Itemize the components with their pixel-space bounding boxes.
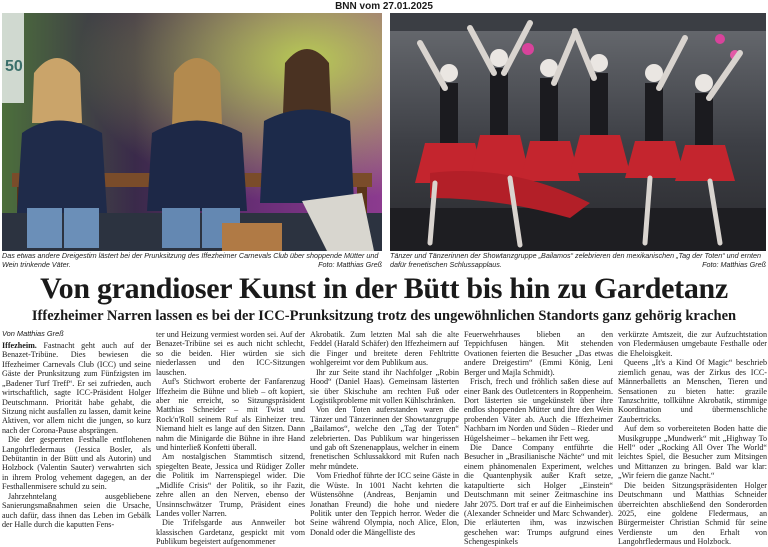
- paragraph: Frisch, frech und fröhlich saßen diese auf einer Bank des Outletcenters in Roppenheim. Dort lästerten sie ungekünstelt über ihre endlos shoppenden Mütter und ihre den Wein probenden Väter ab. Auch die Iffezheimer Nachbarn im Norden und Süden – Rieder und Hügelsheimer – bekamen ihr Fett weg.: [464, 377, 613, 443]
- logo-50: 50: [5, 58, 23, 75]
- article-column-4: [464, 330, 613, 547]
- paragraph: Die der gesperrten Festhalle entflohenen Langohrfledermaus (Jessica Bosler, als Debütantin in der Bütt und als Autorin) und Holzbock (Valentin Sauter) verwahrten sich in ihrem Prolog vehement dagegen, an der Festhallenmisere schuld zu sein.: [2, 435, 151, 492]
- paragraph: Auf's Stichwort eroberte der Fanfarenzug Iffezheim die Bühne und blieb – oft kopiert, aber nie erreicht, so Sitzungspräsident Matthias Schneider – mit Twist und Rock'n'Roll seinem Ruf als Einheizer treu. Niemand hielt es lange auf den Sitzen. Dann nahm die Minigarde die Bühne in ihre Hand und hinterließ Konfetti überall.: [156, 377, 305, 453]
- paragraph: [2, 341, 151, 435]
- article-column-1: [2, 341, 151, 541]
- dateline: Iffezheim.: [2, 341, 37, 350]
- article-column-3: [310, 330, 459, 541]
- article-column-5: [618, 330, 767, 547]
- article-byline: Von Matthias Greß: [2, 329, 64, 338]
- photo-right-caption: [390, 252, 766, 270]
- paragraph: Queens „It's a Kind Of Magic“ beschrieb ziemlich genau, was der Zirkus des ICC-Männerballetts an Menschen, Tieren und Sensationen zu bieten hatte: grazile Tanzschritte, tollkühne Akrobatik, stimmige Koordination und übermenschliche Zaubertricks.: [618, 358, 767, 424]
- photo-left-caption: [2, 252, 382, 270]
- paragraph: Von den Toten auferstanden waren die Tänzer und Tänzerinnen der Showtanzgruppe „Bailamos“, welche den „Tag der Toten“ zelebrierten. Das Publikum war hingerissen und gab oft Szenenapplaus, welcher in einem frenetischen Schlussakkord mit Rufen nach mehr mündete.: [310, 405, 459, 471]
- article-subheadline: Iffezheimer Narren lassen es bei der ICC-Prunksitzung trotz des ungewöhnlichen Standorts ganz gehörig krachen: [31, 308, 737, 324]
- paragraph: Am nostalgischen Stammtisch sitzend, spiegelten Beate, Jessica und Rüdiger Zoller die Politik im Narrenspiegel wider. Die „Midlife Crisis“ der Politik, so ihr Fazit, zehre allen an den Nerven, ebenso der Unsinnschwätzer Trump, Präsident eines Landes voller Narren.: [156, 452, 305, 519]
- photo-right-caption-text: Tänzer und Tänzerinnen der Showtanzgruppe „Bailamos“ zelebrieren den mexikanischen „Tag der Toten“ und ernten dafür frenetischen Schlussapplaus.: [390, 251, 762, 269]
- paragraph: Die beiden Sitzungspräsidenten Holger Deutschmann und Matthias Schneider überreichten abschließend den Sonderorden 2025, eine goldene Fledermaus, an Bürgermeister Christian Schmid für seine Verdienste um den Erhalt von Langohrfledermaus und Holzbock.: [618, 480, 767, 547]
- paragraph: Auf dem so vorbereiteten Boden hatte die Musikgruppe „Mundwerk“ mit „Highway To Hell“ oder „Rocking All Over The World“ leichtes Spiel, die Besucher zum Mitsingen und Mittanzen zu bringen. Bald war klar: „Wir feiern die ganze Nacht.“: [618, 424, 767, 481]
- paragraph: Vom Friedhof führte der ICC seine Gäste in die Wüste. In 1001 Nacht kehrten die Wüstensöhne (Andreas, Benjamin und Jonathan Freund) die hohe und niedere Politik unter den Teppich herror. Weder die Seine während Olympia, noch Alice, Elon, Donald oder die Mängelliste des: [310, 471, 459, 537]
- paragraph: Die Dance Company entführte die Besucher in „Brasilianische Nächte“ und mit einem phänomenalen Experiment, welches die Quantenphysik außer Kraft setze, katapultierte sich Holger „Einstein“ Deutschmann mit seiner Zeitmaschine ins Jahr 2075. Dort traf er auf die Einheimischen (Alexander Schneider und Marc Schwander). Die erläuterten ihm, was inzwischen geschehen war: Trumps aufgrund eines Schengespinkels: [464, 443, 613, 547]
- paragraph: Ihr zur Seite stand ihr Nachfolger „Robin Hood“ (Daniel Haas). Gemeinsam lästerten sie über Skischuhe am rechten Fuß oder Logistikprobleme mit vollen Kühlschränken.: [310, 367, 459, 405]
- paragraph: Die Trifelsgarde aus Annweiler bot klassischen Gardetanz, gespickt mit vom Publikum begeistert aufgenommener: [156, 518, 305, 547]
- photo-left-caption-text: Das etwas andere Dreigestirn lästert bei der Prunksitzung des Iffezheimer Carnevals Club über shoppende Mütter und Wein trinkende Väter.: [2, 251, 379, 269]
- article-column-2: [156, 330, 305, 547]
- article-headline: Von grandioser Kunst in der Bütt bis hin zu Gardetanz: [40, 272, 728, 305]
- newspaper-issue-header: BNN vom 27.01.2025: [335, 1, 433, 12]
- photo-dreigestirn: [2, 13, 382, 251]
- paragraph: Feuerwehrhauses blieben an den Teppichfusen hängen. Mit stehenden Ovationen feierten die Besucher „Das etwas andere Dreigestirn“ (Emmi König, Leni Berger und Majla Schmidt).: [464, 330, 613, 377]
- paragraph: ter und Heizung vermiest worden sei. Auf der Benazet-Tribüne sei es auch nicht schlecht, so die beiden. Hier würden sie sich niederlassen und den ICC-Sitzungen lauschen.: [156, 330, 305, 377]
- photo-right-credit: Foto: Matthias Greß: [699, 261, 766, 270]
- paragraph: Jahrzehntelang ausgebliebene Sanierungsmaßnahmen seien die Ursache, auch dafür, dass ihnen das Leben im Gebälk der Halle durch die kaputten Fens-: [2, 491, 151, 530]
- photo-left-credit: Foto: Matthias Greß: [315, 261, 382, 270]
- paragraph: verkürzte Amtszeit, die zur Aufzuchtstation von Fledermäusen umgebaute Festhalle oder die Eheloisgkeit.: [618, 330, 767, 358]
- paragraph: Akrobatik. Zum letzten Mal sah die alte Feddel (Harald Schäfer) den Iffezheimern auf die Finger und breitete deren Fehltritte wohlgereimt vor dem Publikum aus.: [310, 330, 459, 368]
- paragraph-text: Fastnacht geht auch auf der Benazet-Tribüne. Dies bewiesen die Iffezheimer Carnevals Club (ICC) und seine Gäste der Prunksitzung zum Fünfzigsten im „Badener Turf Treff“. Er sei zufrieden, auch wirtschaftlich, sagte ICC-Präsident Holger Deutschmann. Priorität habe gehabt, die Sitzung nicht ausfallen zu lassen, damit keine Aktiven, vor allem nicht die jungen, so kurz nach der Corona-Pause absprängen.: [2, 341, 151, 435]
- photo-bailamos-dancers: [390, 13, 766, 251]
